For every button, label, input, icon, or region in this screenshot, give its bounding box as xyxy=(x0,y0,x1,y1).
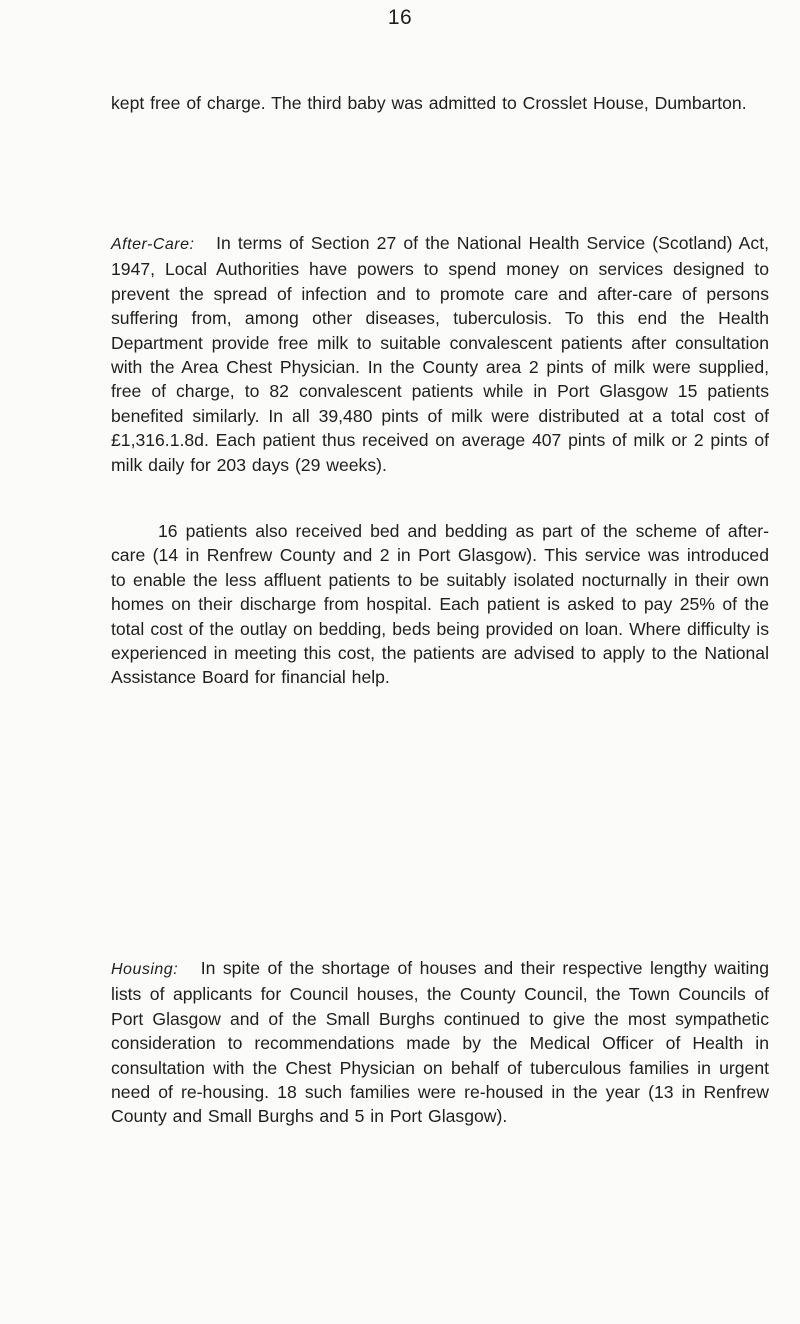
paragraph-bedding-text: 16 patients also received bed and bedding as part of the scheme of after-care (14 in Renfrew County and 2 in Port Glasgow). This service was introduced to enable the less affluent patients to be suitably isolated nocturnally in their own homes on their discharge from hospital. Each patient is asked to pay 25% of the total cost of the outlay on bedding, beds being provided on loan. Where difficulty is experienced in meeting this cost, the patients are advised to apply to the National Assistance Board for financial help. xyxy=(111,521,769,688)
paragraph-bedding xyxy=(111,519,769,690)
paragraph-intro xyxy=(111,91,769,115)
paragraph-housing xyxy=(111,956,769,1129)
paragraph-intro-text: kept free of charge. The third baby was admitted to Crosslet House, Dumbarton. xyxy=(111,93,747,113)
paragraph-after-care-body xyxy=(111,231,769,477)
paragraph-after-care xyxy=(111,231,769,477)
paragraph-housing-body xyxy=(111,956,769,1129)
page-number: 16 xyxy=(387,6,413,29)
paragraph-after-care-text: In terms of Section 27 of the National Health Service (Scotland) Act, 1947, Local Authorities have powers to spend money on services designed to prevent the spread of infection and to promote care and after-care of persons suffering from, among other diseases, tuberculosis. To this end the Health Department provide free milk to suitable convalescent patients after consultation with the Area Chest Physician. In the County area 2 pints of milk were supplied, free of charge, to 82 convalescent patients while in Port Glasgow 15 patients benefited similarly. In all 39,480 pints of milk were distributed at a total cost of £1,316.1.8d. Each patient thus received on average 407 pints of milk or 2 pints of milk daily for 203 days (29 weeks). xyxy=(111,233,769,475)
paragraph-housing-text: In spite of the shortage of houses and their respective lengthy waiting lists of applicants for Council houses, the County Council, the Town Councils of Port Glasgow and of the Small Burghs continued to give the most sympathetic consideration to recommendations made by the Medical Officer of Health in consultation with the Chest Physician on behalf of tuberculous families in urgent need of re-housing. 18 such families were re-housed in the year (13 in Renfrew County and Small Burghs and 5 in Port Glasgow). xyxy=(111,958,769,1127)
section-heading-after-care: After-Care: xyxy=(111,236,195,253)
section-heading-housing: Housing: xyxy=(111,961,179,978)
